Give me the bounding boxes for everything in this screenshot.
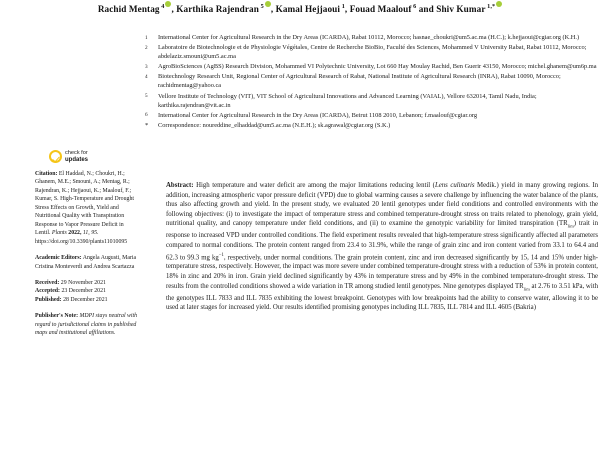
academic-editors-block	[35, 254, 139, 271]
accepted-row	[35, 287, 139, 295]
affiliation-text: AgroBioSciences (AgBS) Research Division, Mohammed VI Polytechnic University, Lot 660 Hay Moulay Rachid, Ben Guerir 43150, Morocco; michel.ghanem@um6p.ma	[158, 63, 597, 71]
affiliation-number: 6	[145, 112, 148, 119]
affiliation-row	[145, 62, 597, 71]
author-affiliation-marker: 4	[159, 3, 165, 10]
affiliation-number: 3	[145, 63, 148, 70]
accepted-date: 23 December 2021	[60, 288, 106, 295]
abstract-part-4: , respectively, under normal conditions. The grain protein content, zinc and iron decreased significantly by 15, 14 and 15% under high-temperature stress, respectively. However, the impact was more severe under combined temperature-drought stress with a reduction of 53% in protein content, 18% in zinc and 20% in iron. Grain yield declined significantly by 43% in temperature stress and by 49% in the combined temperature-drought stress. The results from the controlled conditions showed a wide variation in TR among studied lentil genotypes. Nine genotypes displayed TR	[166, 253, 598, 290]
affiliation-text: International Center for Agricultural Research in the Dry Areas (ICARDA), Rabat 10112, Morocco; hasnae_choukri@um5.ac.ma (H.C.); k.hejjaoui@cgiar.org (K.H.)	[158, 34, 580, 41]
published-date: 28 December 2021	[61, 296, 108, 303]
received-row	[35, 279, 139, 287]
affiliation-number: 2	[145, 44, 148, 51]
publisher-note-label: Publisher's Note:	[35, 313, 79, 320]
citation-year: 2022,	[66, 230, 82, 237]
publisher-note-block	[35, 312, 139, 337]
citation-journal: Plants	[51, 230, 67, 237]
affiliation-number: 5	[145, 93, 148, 100]
academic-editors-label: Academic Editors:	[35, 255, 82, 262]
published-row	[35, 296, 139, 304]
affiliation-text: Laboratoire de Biotechnologie et de Physiologie Végétales, Centre de Recherche BioBio, Faculté des Sciences, Mohammed V University Rabat, Rabat 10112, Morocco; abdelaziz.smouni@um5.ac.ma	[158, 44, 587, 61]
affiliation-row	[145, 72, 597, 90]
citation-block	[35, 170, 139, 246]
abstract-part-5: at 2.76 to 3.51 kPa, with the genotypes ILL 7833 and ILL 7835 exhibiting the lowest breakpoint. Genotypes with low breakpoints had the ability to conserve water, allowing it to be used at later stages for increased yield. Our results identified promising genotypes including ILL 7835, ILL 7814 and ILL 4605 (Bakria)	[166, 282, 599, 312]
affiliation-text: International Center for Agricultural Research in the Dry Areas (ICARDA), Beirut 1108 2010, Lebanon; f.maalouf@cgiar.org	[158, 111, 478, 119]
abstract-part-3: ) trait in response to increased VPD under controlled conditions. The field experiment results revealed that high-temperature stress significantly affected all parameters compared to normal conditions. The protein content ranged from 23.4 to 31.9%, while the range of grain zinc and iron content varied from 33.1 to 64.4 and 62.3 to 99.3 mg kg	[166, 220, 598, 261]
affiliation-row	[145, 33, 597, 42]
affiliation-row	[145, 121, 597, 131]
accepted-label: Accepted:	[35, 288, 60, 295]
affiliation-row	[145, 92, 597, 110]
affiliation-text: Biotechnology Research Unit, Regional Center of Agricultural Research of Rabat, National Institute of Agricultural Research (INRA), Rabat 10090, Morocco; rachidmentag@yahoo.ca	[158, 73, 561, 90]
crossmark-check-for-updates[interactable]	[49, 150, 139, 163]
author-name: Shiv Kumar	[436, 4, 486, 15]
author-affiliation-marker: 1	[340, 3, 345, 10]
abstract-subscript-1: lim	[567, 223, 574, 229]
received-label: Received:	[35, 279, 60, 286]
citation-doi-link[interactable]: https://doi.org/10.3390/plants11010095	[35, 238, 128, 245]
author-separator: and	[416, 4, 437, 15]
author-name: Rachid Mentag	[97, 4, 160, 15]
abstract-subscript-2: lim	[523, 285, 530, 291]
orcid-icon[interactable]	[496, 1, 502, 7]
affiliation-row	[145, 43, 597, 61]
citation-authors-title: El Haddad, N.; Choukri, H.; Ghanem, M.E.; Smouni, A.; Mentag, R.; Rajendran, K.; Hejjaoui, K.; Maalouf, F.; Kumar, S. High-Temperature and Drought Stress Effects on Growth, Yield and Nutritional Quality with Transpiration Response to Vapor Pressure Deficit in Lentil.	[35, 171, 134, 237]
article-metadata-sidebar	[35, 150, 139, 346]
affiliation-number: *	[145, 121, 149, 129]
author-affiliation-marker: 5	[258, 3, 264, 10]
author-list	[0, 2, 600, 14]
affiliation-number: 1	[145, 34, 148, 41]
received-date: 29 November 2021	[59, 279, 106, 286]
author-separator: ,	[171, 4, 177, 15]
citation-volume-page: 11, 95.	[81, 230, 99, 237]
affiliation-text: Correspondence: noureddine_elhaddad@um5.ac.ma (N.E.H.); sk.agrawal@cgiar.org (S.K.)	[158, 121, 391, 129]
affiliation-number: 4	[145, 73, 148, 80]
publisher-note-text: MDPI stays neutral with regard to jurisdictional claims in published maps and institutional affiliations.	[35, 313, 138, 337]
author-separator: ,	[270, 4, 276, 15]
published-label: Published:	[35, 296, 62, 303]
author-affiliation-marker: 6	[411, 3, 417, 10]
citation-label: Citation:	[35, 171, 58, 177]
abstract-section	[166, 181, 598, 313]
author-separator: ,	[344, 4, 350, 15]
crossmark-label	[65, 150, 88, 163]
academic-editors-names: Angela Augusti, Maria Cristina Monteverdi and Andrea Scartazza	[35, 255, 137, 270]
abstract-part-1: High temperature and water deficit are among the major limitations reducing lentil (	[193, 182, 435, 189]
author-name: Kamal Hejjaoui	[275, 4, 341, 15]
orcid-icon[interactable]	[265, 1, 271, 7]
affiliation-row	[145, 111, 597, 120]
author-name: Karthika Rajendran	[176, 4, 259, 15]
abstract-species-name: Lens culinaris	[434, 182, 475, 189]
affiliation-list	[145, 33, 597, 131]
publication-dates-block	[35, 279, 139, 304]
author-name: Fouad Maalouf	[349, 4, 412, 15]
abstract-superscript-1: −1	[218, 252, 224, 258]
affiliation-text: Vellore Institute of Technology (VIT), VIT School of Agricultural Innovations and Advanced Learning (VAIAL), Vellore 632014, Tamil Nadu, India; karthika.rajendran@vit.ac.in	[158, 92, 537, 109]
abstract-label: Abstract:	[166, 182, 194, 189]
abstract-part-2: Medik.) yield in many growing regions. In addition, increasing atmospheric vapor pressure deficit (VPD) due to global warming causes a severe challenge by influencing the water balance of the plants, thus also affecting growth and yield. In the present study, we evaluated 20 lentil genotypes under field conditions and controlled environments with the following objectives: (i) to investigate the impact of temperature stress and combined temperature-drought stress on traits related to phenology, grain yield, nutritional quality, and canopy temperature under field conditions, and (ii) to examine the genotypic variability for limited transpiration (TR	[166, 182, 599, 228]
checkmark-icon	[49, 150, 62, 163]
author-affiliation-marker: 1,*	[485, 3, 496, 10]
updates-text: updates	[65, 156, 89, 163]
check-for-text: check for	[65, 150, 88, 157]
